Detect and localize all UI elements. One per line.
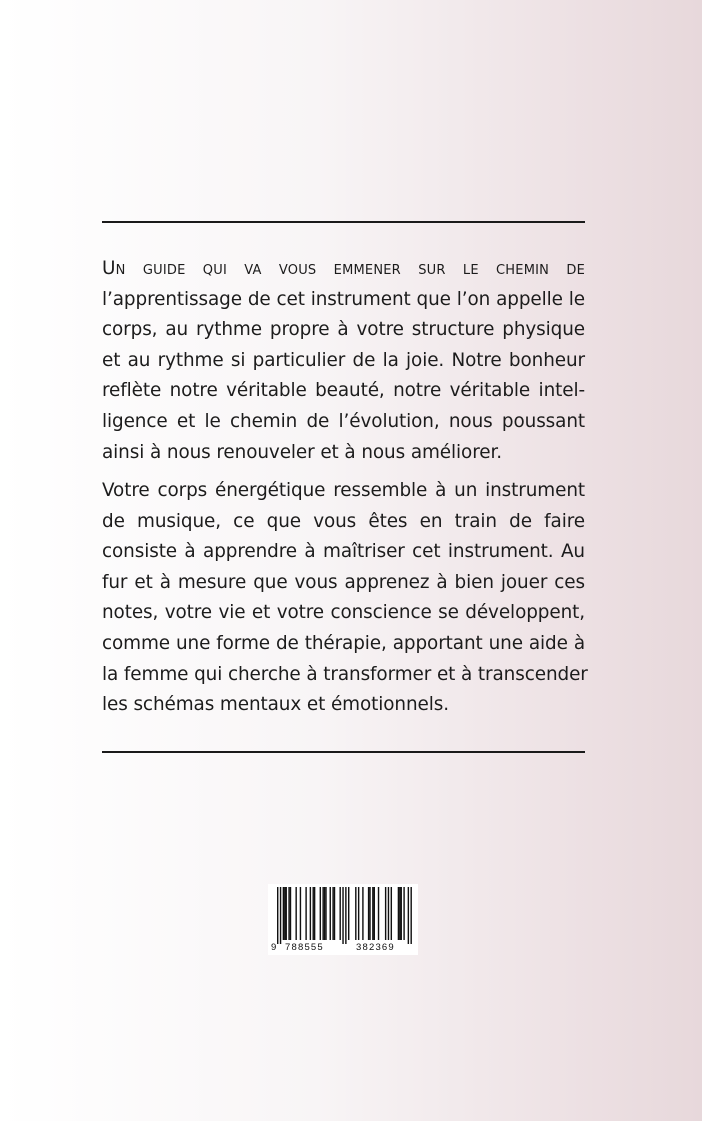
barcode-bar (403, 887, 404, 940)
blurb-line: comme une forme de thérapie, apportant une aide à (102, 632, 585, 654)
blurb-line: fur et à mesure que vous apprenez à bien jouer ces (102, 571, 585, 593)
barcode-bar (305, 887, 306, 940)
barcode-bar (339, 887, 340, 940)
blurb-line: Un guide qui va vous emmener sur le chemin de (102, 258, 585, 279)
blurb-line: de musique, ce que vous êtes en train de faire (102, 510, 585, 532)
barcode-bar (313, 887, 314, 940)
barcode-bar (388, 887, 389, 940)
barcode-bar (332, 887, 333, 940)
barcode-bar (284, 887, 285, 940)
barcode-digits-left: 788555 (285, 942, 324, 953)
barcode-guard-bar (277, 887, 278, 944)
blurb-line: ligence et le chemin de l’évolution, nous poussant (102, 410, 585, 432)
barcode-guard-bar (280, 887, 281, 944)
barcode-bar (322, 887, 323, 940)
top-rule (102, 221, 585, 223)
barcode-bar (348, 887, 349, 940)
barcode-bar (398, 887, 399, 940)
barcode-guard-bar (342, 887, 343, 944)
barcode-bar (320, 887, 321, 940)
barcode-bar (372, 887, 373, 940)
barcode-bar (314, 887, 315, 940)
blurb-paragraph-1 (102, 254, 585, 468)
blurb-line: consiste à apprendre à maîtriser cet instrument. Au (102, 541, 585, 563)
barcode-guard-bar (408, 887, 409, 944)
blurb-line: les schémas mentaux et émotionnels. (102, 694, 449, 716)
barcode-bar (288, 887, 289, 940)
blurb-line: Votre corps énergétique ressemble à un instrument (102, 480, 585, 501)
barcode-bar (399, 887, 400, 940)
barcode-bar (286, 887, 287, 940)
barcode-bar (295, 887, 296, 940)
barcode-bar (300, 887, 301, 940)
barcode-bar (358, 887, 359, 940)
barcode-bar (368, 887, 369, 940)
barcode-bar (355, 887, 356, 940)
barcode-bars (268, 884, 418, 944)
barcode-bar (369, 887, 370, 940)
blurb-line: ainsi à nous renouveler et à nous améliorer. (102, 441, 502, 463)
barcode-bar (330, 887, 331, 940)
barcode-bar (362, 887, 363, 940)
barcode-bar (310, 887, 311, 940)
barcode-digits-right: 382369 (356, 942, 395, 953)
blurb-line: reflète notre véritable beauté, notre véritable intel- (102, 380, 585, 402)
isbn-barcode (268, 884, 418, 955)
barcode-bar (391, 887, 392, 940)
barcode-bar (283, 887, 284, 940)
bottom-rule (102, 751, 585, 753)
blurb-line: et au rythme si particulier de la joie. Notre bonheur (102, 349, 585, 371)
blurb-line: la femme qui cherche à transformer et à transcender (102, 663, 588, 685)
barcode-bar (324, 887, 325, 940)
blurb-line: l’apprentissage de cet instrument que l’on appelle le (102, 288, 585, 310)
barcode-guard-bar (410, 887, 411, 944)
barcode-bar (325, 887, 326, 940)
barcode-digits (268, 941, 418, 955)
blurb-paragraph-2 (102, 476, 588, 721)
barcode-bar (290, 887, 291, 940)
barcode-bar (385, 887, 386, 940)
blurb-line: corps, au rythme propre à votre structure physique (102, 319, 585, 341)
barcode-bar (374, 887, 375, 940)
barcode-bar (334, 887, 335, 940)
barcode-digit-lead: 9 (271, 942, 277, 953)
barcode-guard-bar (345, 887, 346, 944)
barcode-bar (401, 887, 402, 940)
blurb-line: notes, votre vie et votre conscience se développent, (102, 602, 585, 624)
barcode-bar (378, 887, 379, 940)
